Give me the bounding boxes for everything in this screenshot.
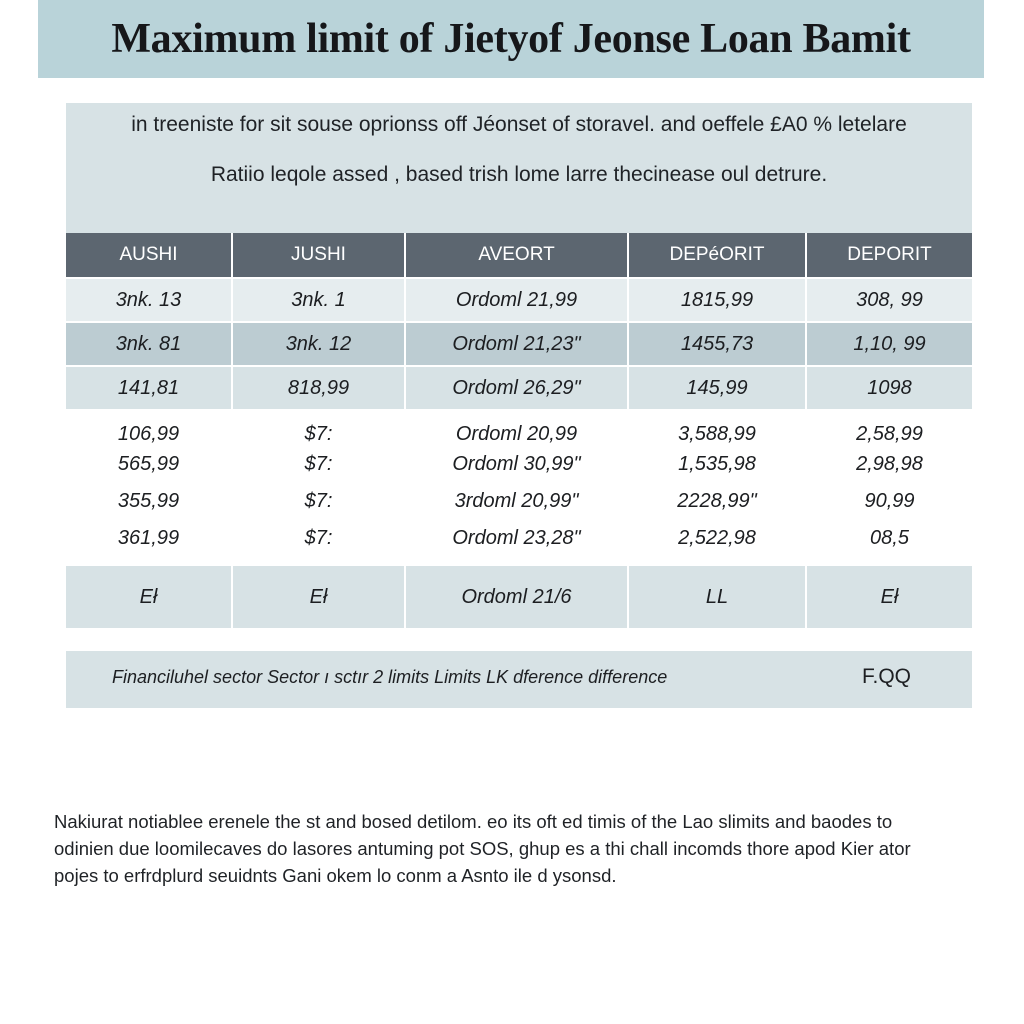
table-row — [66, 446, 972, 483]
column-header: DEPORIT — [806, 233, 972, 278]
table-row — [66, 483, 972, 520]
table-cell: 3nk. 13 — [66, 278, 232, 322]
table-cell: Ordoml 21/6 — [405, 566, 628, 628]
table-cell: 3,588,99 — [628, 409, 806, 446]
table-cell: 3rdoml 20,99ʺ — [405, 483, 628, 520]
table-cell: 1,535,98 — [628, 446, 806, 483]
table-cell: Eł — [232, 566, 405, 628]
intro-line-1: in treeniste for sit souse oprionss off Jéonset of storavel. and oeffele £A0 % letelare — [131, 113, 907, 136]
column-header: AVEORT — [405, 233, 628, 278]
table-cell: LL — [628, 566, 806, 628]
footnote — [54, 808, 974, 889]
table-cell: 3nk. 12 — [232, 322, 405, 366]
intro-line-2: Ratiio leqole assed , based trish lome larre thecinease oul detrure. — [210, 163, 828, 186]
table-cell: $7: — [232, 520, 405, 566]
table-cell: 1815,99 — [628, 278, 806, 322]
table-cell: 818,99 — [232, 366, 405, 409]
intro-panel — [66, 103, 972, 233]
table-cell: $7: — [232, 483, 405, 520]
table-cell: 3nk. 1 — [232, 278, 405, 322]
summary-value: F.QQ — [862, 665, 912, 688]
table-row — [66, 409, 972, 446]
page-title: Maximum limit of Jietyof Jeonse Loan Bamit — [111, 16, 911, 62]
column-header: DEPéORIT — [628, 233, 806, 278]
table-cell: 308, 99 — [806, 278, 972, 322]
table-cell: 2,98,98 — [806, 446, 972, 483]
footnote-line-3: pojes to erfrdplurd seuidnts Gani okem lo conm a Asnto ile d ysonsd. — [54, 865, 617, 886]
table-cell: 1455,73 — [628, 322, 806, 366]
table-footer-row — [66, 566, 972, 628]
table-header-row — [66, 233, 972, 278]
summary-label: Financiluhel sector Sector ı sctır 2 limits Limits LK dference difference — [112, 667, 668, 687]
column-header: AUSHI — [66, 233, 232, 278]
limits-table — [66, 233, 972, 628]
table-cell: Ordoml 23,28ʺ — [405, 520, 628, 566]
table-row — [66, 278, 972, 322]
column-header: JUSHI — [232, 233, 405, 278]
table-cell: Ordoml 26,29ʺ — [405, 366, 628, 409]
footnote-line-1: Nakiurat notiablee erenele the st and bosed detilom. eo its oft ed timis of the Lao slimits and baodes to — [54, 811, 893, 832]
table-cell: 1,10, 99 — [806, 322, 972, 366]
table-cell: 90,99 — [806, 483, 972, 520]
table-row — [66, 366, 972, 409]
table-cell: 141,81 — [66, 366, 232, 409]
summary-bar — [66, 651, 972, 708]
table-cell: 08,5 — [806, 520, 972, 566]
title-banner — [38, 0, 984, 78]
table-cell: Eł — [66, 566, 232, 628]
table-cell: Ordoml 30,99ʺ — [405, 446, 628, 483]
table-cell: Ordoml 20,99 — [405, 409, 628, 446]
table-cell: Ordoml 21,23ʺ — [405, 322, 628, 366]
table-cell: 145,99 — [628, 366, 806, 409]
table-cell: 361,99 — [66, 520, 232, 566]
footnote-line-2: odinien due loomilecaves do lasores antuming pot SOS, ghup es а thi chall incomds thore apod Kier ator — [54, 838, 911, 859]
table-cell: 106,99 — [66, 409, 232, 446]
table-cell: 1098 — [806, 366, 972, 409]
table-cell: $7: — [232, 409, 405, 446]
table-cell: 3nk. 81 — [66, 322, 232, 366]
table-cell: Eł — [806, 566, 972, 628]
table-cell: 2,58,99 — [806, 409, 972, 446]
table-cell: 565,99 — [66, 446, 232, 483]
table-row — [66, 322, 972, 366]
table-cell: 2,522,98 — [628, 520, 806, 566]
table-cell: Ordoml 21,99 — [405, 278, 628, 322]
table-cell: 355,99 — [66, 483, 232, 520]
table-cell: 2228,99ʺ — [628, 483, 806, 520]
table-cell: $7: — [232, 446, 405, 483]
table-row — [66, 520, 972, 566]
